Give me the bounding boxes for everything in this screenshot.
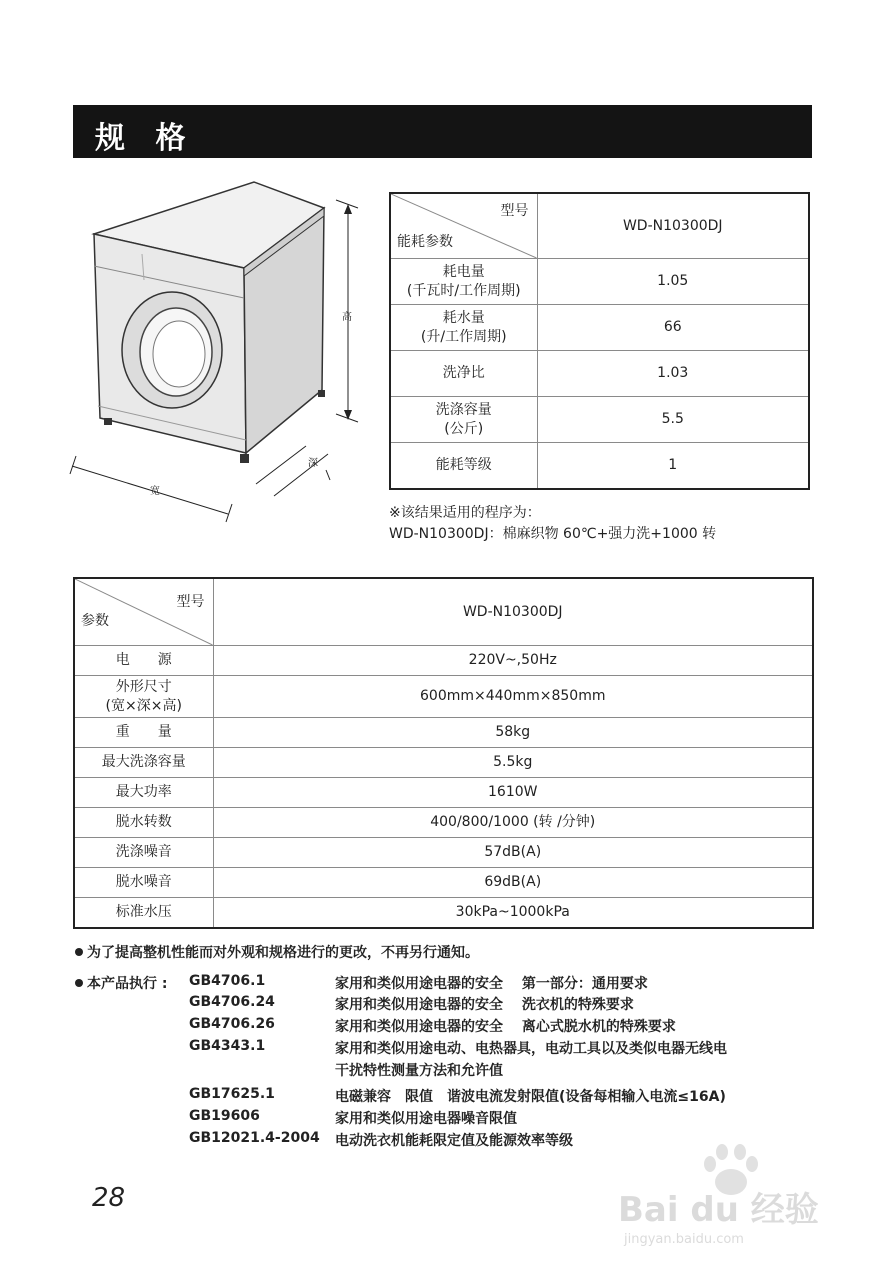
row-label: 标准水压 — [74, 898, 213, 929]
energy-parameters-table — [389, 192, 810, 490]
washing-machine-illustration — [68, 178, 378, 523]
bullet-icon — [75, 979, 83, 987]
row-label: 重 量 — [74, 718, 213, 748]
row-value: 5.5 — [537, 397, 809, 443]
model-header-label: 型号 — [500, 203, 529, 219]
row-label: 耗水量 (升/工作周期) — [390, 305, 537, 351]
row-value: 1.05 — [537, 259, 809, 305]
row-label: 脱水转数 — [74, 808, 213, 838]
diagonal-header-cell — [74, 578, 213, 646]
page-title: 规 格 — [95, 121, 196, 156]
row-value: 5.5kg — [213, 748, 813, 778]
row-label: 洗涤噪音 — [74, 838, 213, 868]
diagonal-header-cell — [390, 193, 537, 259]
bullet-icon — [75, 948, 83, 956]
row-value: 600mm×440mm×850mm — [213, 676, 813, 718]
table-row — [390, 397, 809, 443]
baidu-watermark — [618, 1140, 838, 1252]
row-label: 洗净比 — [390, 351, 537, 397]
table-row — [74, 778, 813, 808]
width-label: 宽 — [150, 486, 160, 497]
page-number: 28 — [92, 1183, 126, 1213]
row-label: 洗涤容量 (公斤) — [390, 397, 537, 443]
program-note-line1: ※该结果适用的程序为： — [389, 505, 541, 521]
table-row — [74, 868, 813, 898]
table-row — [74, 718, 813, 748]
table-row — [390, 305, 809, 351]
row-value: 66 — [537, 305, 809, 351]
row-label: 外形尺寸 (宽×深×高) — [74, 676, 213, 718]
watermark-brand: Bai du 经验 — [618, 1190, 819, 1230]
row-value: 58kg — [213, 718, 813, 748]
table-row — [74, 748, 813, 778]
table-row — [74, 838, 813, 868]
row-label: 最大洗涤容量 — [74, 748, 213, 778]
depth-label: 深 — [308, 458, 318, 469]
table-header-row — [74, 578, 813, 646]
table-row — [390, 443, 809, 490]
row-label: 脱水噪音 — [74, 868, 213, 898]
row-value: 220V~,50Hz — [213, 646, 813, 676]
param-header-label: 参数 — [81, 613, 109, 629]
row-value: 57dB(A) — [213, 838, 813, 868]
change-notice: 为了提高整机性能而对外观和规格进行的更改，不再另行通知。 — [87, 945, 479, 961]
watermark-url: jingyan.baidu.com — [624, 1232, 744, 1247]
param-header-label: 能耗参数 — [397, 234, 453, 250]
row-label: 能耗等级 — [390, 443, 537, 490]
model-cell: WD-N10300DJ — [213, 578, 813, 646]
standards-prefix: 本产品执行 : — [87, 976, 168, 992]
table-row — [74, 676, 813, 718]
row-value: 1 — [537, 443, 809, 490]
specifications-table — [73, 577, 814, 929]
row-value: 1.03 — [537, 351, 809, 397]
table-row — [390, 259, 809, 305]
program-note-line2: WD-N10300DJ：棉麻织物 60℃+强力洗+1000 转 — [389, 526, 717, 542]
table-row — [74, 898, 813, 929]
model-cell: WD-N10300DJ — [537, 193, 809, 259]
model-header-label: 型号 — [176, 594, 205, 610]
table-row — [390, 351, 809, 397]
row-value: 30kPa~1000kPa — [213, 898, 813, 929]
table-row — [74, 808, 813, 838]
row-value: 69dB(A) — [213, 868, 813, 898]
row-label: 电 源 — [74, 646, 213, 676]
row-label: 最大功率 — [74, 778, 213, 808]
row-label: 耗电量 (千瓦时/工作周期) — [390, 259, 537, 305]
height-label: 高 — [342, 312, 352, 323]
row-value: 400/800/1000 (转 /分钟) — [213, 808, 813, 838]
row-value: 1610W — [213, 778, 813, 808]
table-row — [74, 646, 813, 676]
table-header-row — [390, 193, 809, 259]
section-title-bar — [73, 105, 812, 158]
